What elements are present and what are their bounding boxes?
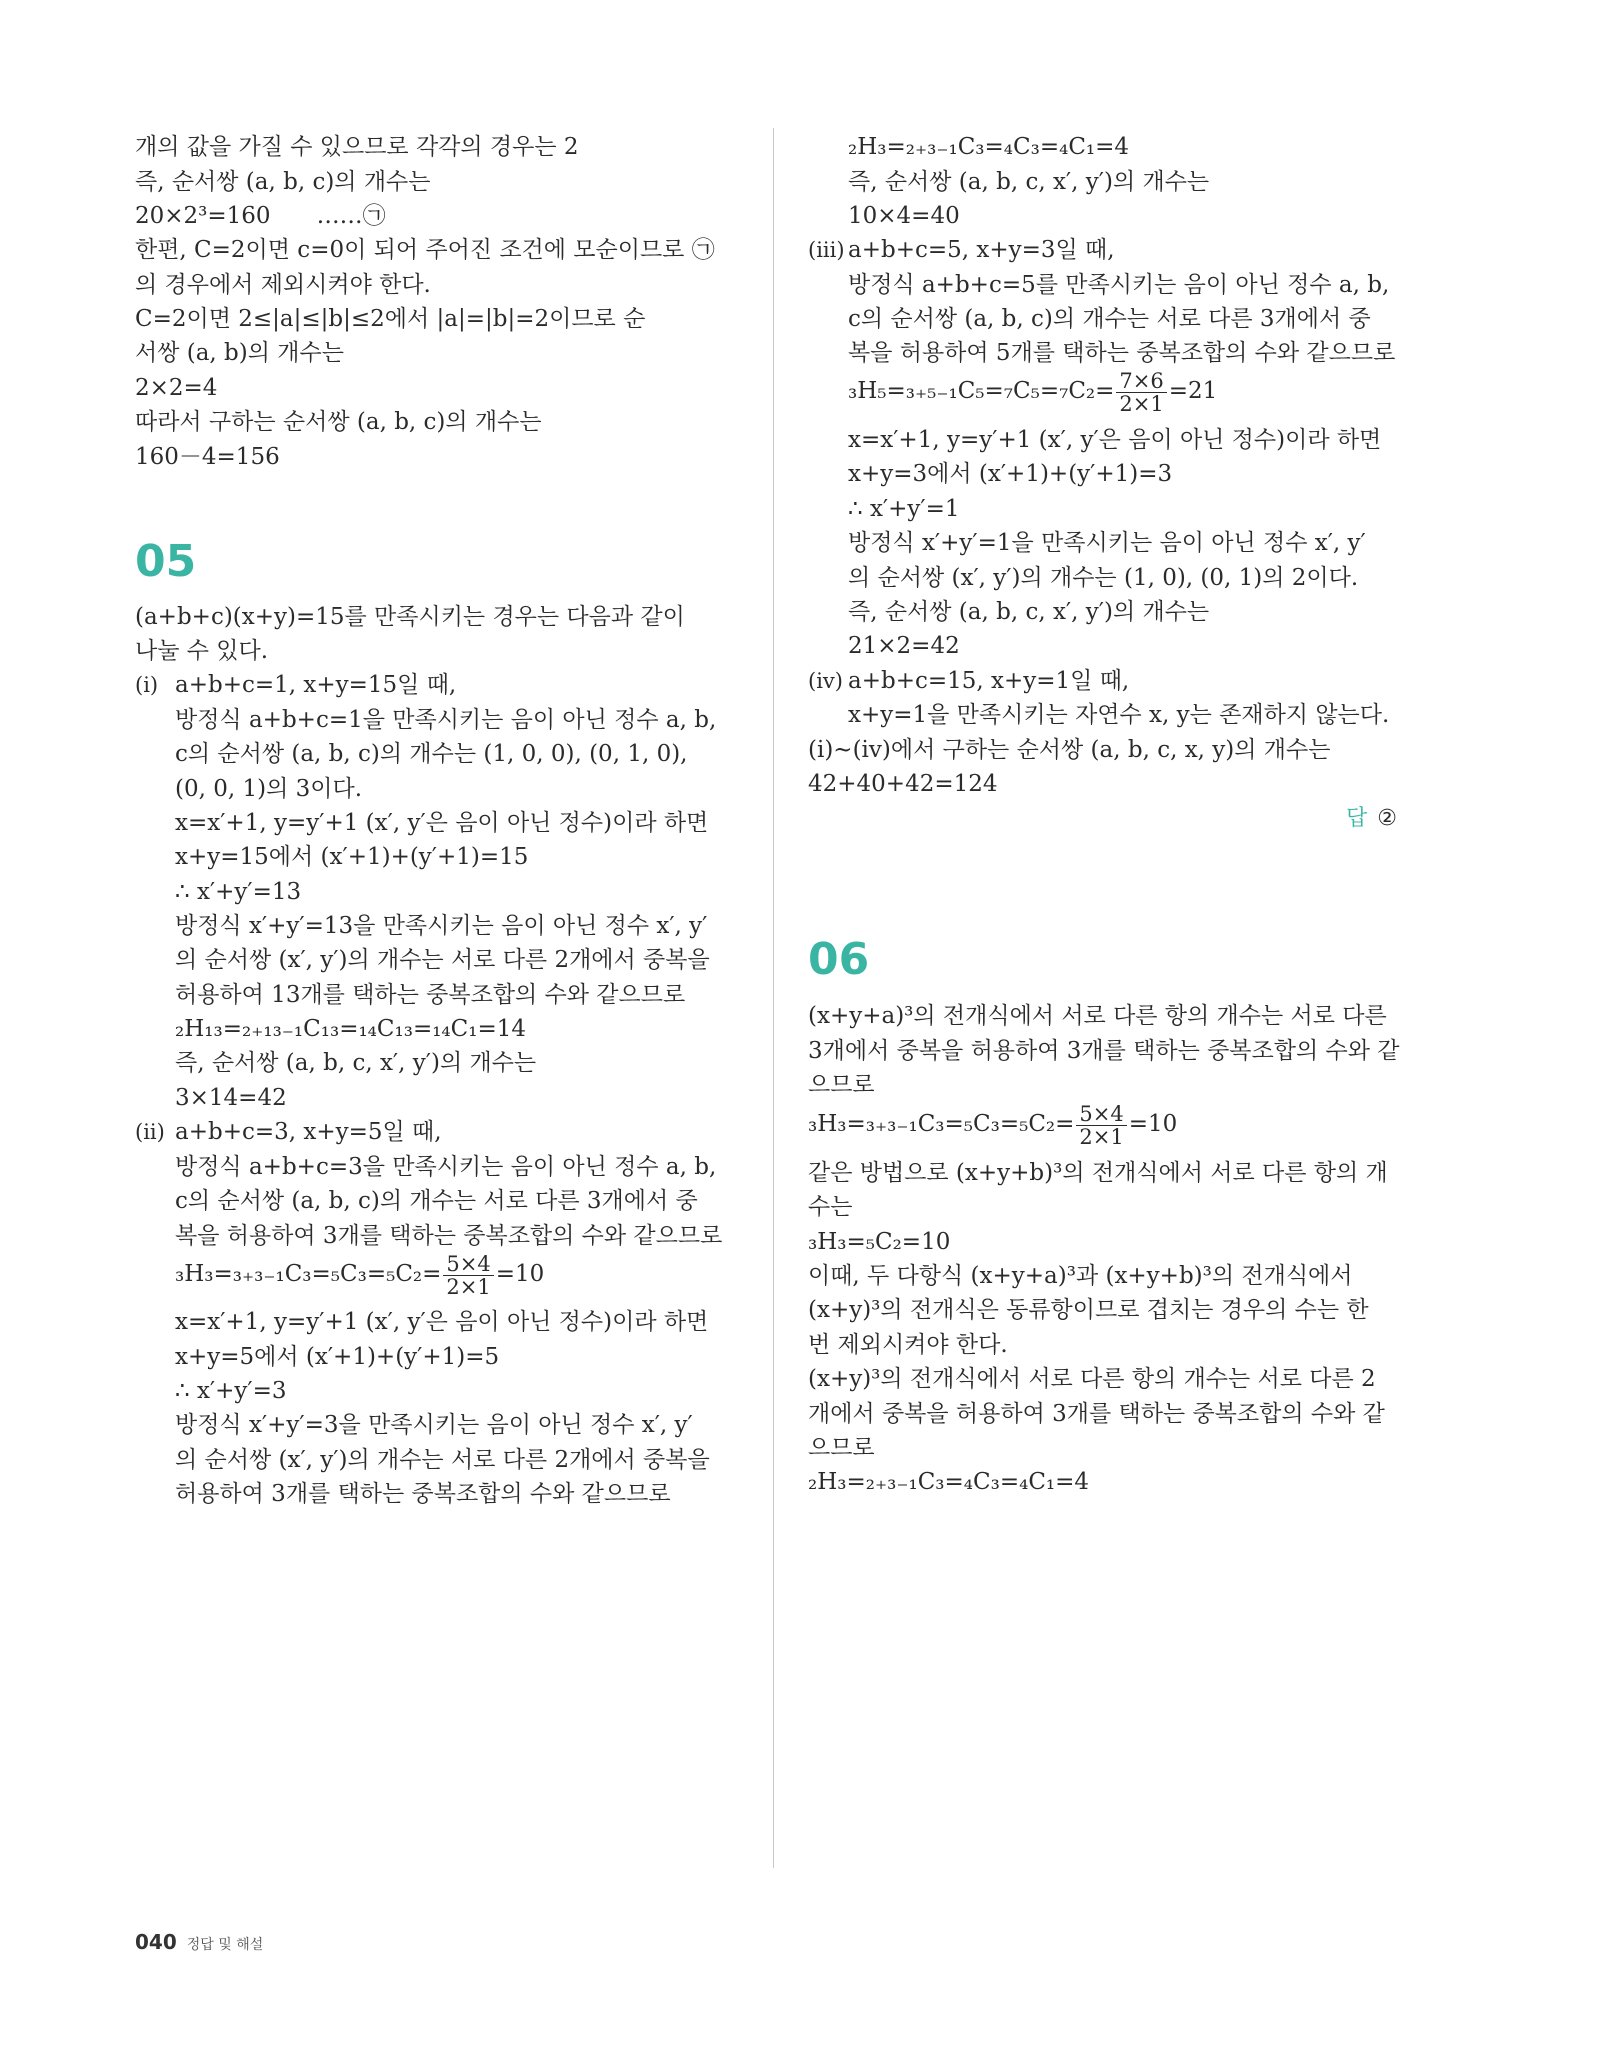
text-line: 허용하여 3개를 택하는 중복조합의 수와 같으므로 [175,1481,671,1507]
case-label: (i) [135,673,159,697]
fraction-formula [848,368,1218,416]
section-heading-06: 06 [808,934,870,985]
text-line: 수는 [808,1194,853,1220]
answer [1346,804,1397,834]
text-line: 즉, 순서쌍 (a, b, c, x′, y′)의 개수는 [848,169,1210,195]
text-line: ∴ x′+y′=3 [175,1378,287,1404]
text-line: x+y=3에서 (x′+1)+(y′+1)=3 [848,461,1173,487]
text-line: x=x′+1, y=y′+1 (x′, y′은 음이 아닌 정수)이라 하면 [175,810,709,836]
text-line: 같은 방법으로 (x+y+b)³의 전개식에서 서로 다른 항의 개 [808,1160,1388,1186]
text-line: 번 제외시켜야 한다. [808,1332,1008,1358]
text-line: 으므로 [808,1072,875,1098]
text-line: 으므로 [808,1435,875,1461]
text-line: 42+40+42=124 [808,771,998,797]
text-line: x+y=1을 만족시키는 자연수 x, y는 존재하지 않는다. [848,702,1390,728]
text-line: 방정식 x′+y′=13을 만족시키는 음이 아닌 정수 x′, y′ [175,913,708,939]
text-line: (x+y)³의 전개식에서 서로 다른 항의 개수는 서로 다른 2 [808,1366,1376,1392]
text-line: 20×2³=160 ……㉠ [135,203,386,229]
formula-suffix: =10 [495,1261,545,1287]
formula-suffix: =21 [1168,378,1218,404]
text-line: x+y=15에서 (x′+1)+(y′+1)=15 [175,844,529,870]
formula-line: ₃H₃=₅C₂=10 [808,1229,951,1255]
formula-line: ₂H₃=₂₊₃₋₁C₃=₄C₃=₄C₁=4 [808,1469,1090,1495]
fraction-formula [808,1101,1178,1149]
fraction-numerator: 5×4 [1076,1103,1126,1126]
formula-prefix: ₃H₃=₃₊₃₋₁C₃=₅C₃=₅C₂= [808,1111,1075,1137]
text-line: 따라서 구하는 순서쌍 (a, b, c)의 개수는 [135,409,542,435]
text-line: 한편, C=2이면 c=0이 되어 주어진 조건에 모순이므로 ㉠ [135,237,715,263]
text-line: (0, 0, 1)의 3이다. [175,776,362,802]
text-line: 3×14=42 [175,1085,287,1111]
text-line: 방정식 a+b+c=5를 만족시키는 음이 아닌 정수 a, b, [848,272,1390,298]
text-line: 방정식 x′+y′=1을 만족시키는 음이 아닌 정수 x′, y′ [848,530,1366,556]
text-line: 의 경우에서 제외시켜야 한다. [135,272,431,298]
formula-prefix: ₃H₃=₃₊₃₋₁C₃=₅C₃=₅C₂= [175,1261,442,1287]
page-title: 정답 및 해설 [186,1937,264,1953]
case-label: (iii) [808,238,845,262]
text-line: x+y=5에서 (x′+1)+(y′+1)=5 [175,1344,500,1370]
case-title: a+b+c=1, x+y=15일 때, [175,672,457,698]
text-line: C=2이면 2≤|a|≤|b|≤2에서 |a|=|b|=2이므로 순 [135,306,646,332]
text-line: c의 순서쌍 (a, b, c)의 개수는 (1, 0, 0), (0, 1, 0), [175,741,688,767]
text-line: 의 순서쌍 (x′, y′)의 개수는 서로 다른 2개에서 중복을 [175,1447,710,1473]
text-line: (a+b+c)(x+y)=15를 만족시키는 경우는 다음과 같이 [135,604,685,630]
text-line: (x+y+a)³의 전개식에서 서로 다른 항의 개수는 서로 다른 [808,1003,1387,1029]
text-line: 2×2=4 [135,375,218,401]
text-line: 10×4=40 [848,203,960,229]
text-line: x=x′+1, y=y′+1 (x′, y′은 음이 아닌 정수)이라 하면 [848,427,1382,453]
answer-choice: ② [1377,806,1397,831]
text-line: 즉, 순서쌍 (a, b, c)의 개수는 [135,169,431,195]
section-heading-05: 05 [135,536,197,587]
text-line: 21×2=42 [848,633,960,659]
answer-label: 답 [1346,806,1368,831]
text-line: 허용하여 13개를 택하는 중복조합의 수와 같으므로 [175,982,686,1008]
case-label: (ii) [135,1120,165,1144]
fraction-numerator: 7×6 [1116,370,1166,393]
case-title: a+b+c=5, x+y=3일 때, [848,237,1115,263]
fraction [1076,1103,1126,1148]
fraction-numerator: 5×4 [443,1253,493,1276]
case-label: (iv) [808,669,843,693]
formula-line: ₂H₁₃=₂₊₁₃₋₁C₁₃=₁₄C₁₃=₁₄C₁=14 [175,1016,527,1042]
page-footer [135,1930,263,1954]
text-line: x=x′+1, y=y′+1 (x′, y′은 음이 아닌 정수)이라 하면 [175,1309,709,1335]
case-title: a+b+c=15, x+y=1일 때, [848,668,1130,694]
text-line: 방정식 a+b+c=3을 만족시키는 음이 아닌 정수 a, b, [175,1154,717,1180]
fraction [443,1253,493,1298]
column-divider [773,128,774,1868]
text-line: c의 순서쌍 (a, b, c)의 개수는 서로 다른 3개에서 중 [848,306,1371,332]
text-line: 나눌 수 있다. [135,638,269,664]
text-line: (i)~(iv)에서 구하는 순서쌍 (a, b, c, x, y)의 개수는 [808,737,1331,763]
formula-suffix: =10 [1128,1111,1178,1137]
case-title: a+b+c=3, x+y=5일 때, [175,1119,442,1145]
text-line: 복을 허용하여 3개를 택하는 중복조합의 수와 같으므로 [175,1223,723,1249]
text-line: 3개에서 중복을 허용하여 3개를 택하는 중복조합의 수와 같 [808,1038,1400,1064]
formula-prefix: ₃H₅=₃₊₅₋₁C₅=₇C₅=₇C₂= [848,378,1115,404]
text-line: 160－4=156 [135,444,280,470]
text-line: (x+y)³의 전개식은 동류항이므로 겹치는 경우의 수는 한 [808,1297,1369,1323]
text-line: 복을 허용하여 5개를 택하는 중복조합의 수와 같으므로 [848,340,1396,366]
text-line: 의 순서쌍 (x′, y′)의 개수는 (1, 0), (0, 1)의 2이다. [848,565,1359,591]
text-line: 개의 값을 가질 수 있으므로 각각의 경우는 2 [135,134,579,160]
formula-line: ₂H₃=₂₊₃₋₁C₃=₄C₃=₄C₁=4 [848,134,1130,160]
text-line: 방정식 x′+y′=3을 만족시키는 음이 아닌 정수 x′, y′ [175,1412,693,1438]
fraction-denominator: 2×1 [1079,1124,1124,1149]
fraction-formula [175,1251,545,1299]
text-line: 서쌍 (a, b)의 개수는 [135,340,344,366]
text-line: 즉, 순서쌍 (a, b, c, x′, y′)의 개수는 [175,1050,537,1076]
text-line: c의 순서쌍 (a, b, c)의 개수는 서로 다른 3개에서 중 [175,1188,698,1214]
page-number: 040 [135,1930,177,1954]
text-line: 이때, 두 다항식 (x+y+a)³과 (x+y+b)³의 전개식에서 [808,1263,1353,1289]
text-line: 즉, 순서쌍 (a, b, c, x′, y′)의 개수는 [848,599,1210,625]
text-line: 방정식 a+b+c=1을 만족시키는 음이 아닌 정수 a, b, [175,707,717,733]
text-line: ∴ x′+y′=13 [175,879,302,905]
fraction-denominator: 2×1 [446,1274,491,1299]
fraction [1116,370,1166,415]
text-line: 개에서 중복을 허용하여 3개를 택하는 중복조합의 수와 같 [808,1401,1385,1427]
fraction-denominator: 2×1 [1119,391,1164,416]
text-line: 의 순서쌍 (x′, y′)의 개수는 서로 다른 2개에서 중복을 [175,947,710,973]
text-line: ∴ x′+y′=1 [848,496,960,522]
